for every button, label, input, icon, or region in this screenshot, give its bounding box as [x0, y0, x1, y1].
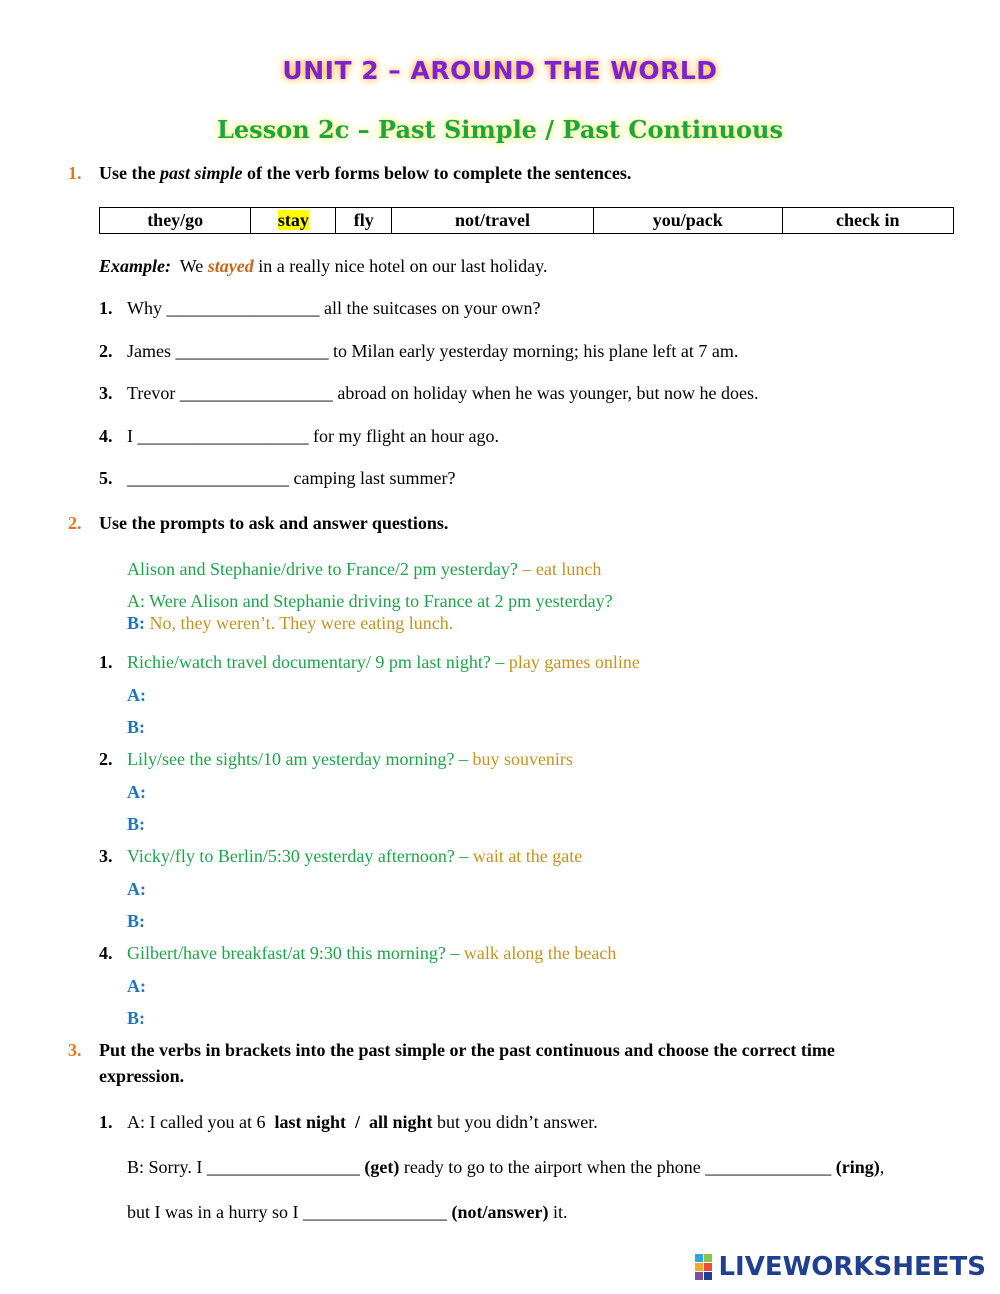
answer-b-label[interactable]: B: [127, 1008, 145, 1028]
verb-table [99, 207, 954, 234]
section3-instruction-line1: Put the verbs in brackets into the past simple or the past continuous and choose the correct time [99, 1040, 835, 1060]
fill-sentence[interactable]: Why _________________ all the suitcases on your own? [127, 298, 541, 318]
list-item: 2. [99, 749, 113, 769]
section2-number: 2. [68, 513, 82, 533]
prompt: Lily/see the sights/10 am yesterday morning? – buy souvenirs [127, 749, 573, 769]
section3-number: 3. [68, 1040, 82, 1060]
section3-instruction-line2: expression. [99, 1066, 185, 1086]
list-item: 2. [99, 341, 113, 361]
time-option-last-night[interactable]: last night [274, 1112, 346, 1132]
liveworksheets-logo: LIVEWORKSHEETS [695, 1252, 986, 1282]
verb-cell: they/go [100, 208, 251, 234]
fill-sentence[interactable]: __________________ camping last summer? [127, 468, 456, 488]
dialogue-b-line2[interactable]: but I was in a hurry so I ________________ (not/answer) it. [127, 1202, 568, 1222]
section1-number: 1. [68, 163, 82, 183]
answer-a-label[interactable]: A: [127, 879, 146, 899]
list-item: 5. [99, 468, 113, 488]
prompt: Gilbert/have breakfast/at 9:30 this morning? – walk along the beach [127, 943, 617, 963]
list-item: 1. [99, 1112, 113, 1132]
dialogue-b-line1[interactable]: B: Sorry. I _________________ (get) ready to go to the airport when the phone ______________ (ring), [127, 1157, 885, 1177]
section2-example-b: B: No, they weren’t. They were eating lunch. [127, 613, 454, 633]
verb-cell: you/pack [593, 208, 782, 234]
lesson-subtitle: Lesson 2c – Past Simple / Past Continuous [217, 115, 783, 144]
section2-example-prompt: Alison and Stephanie/drive to France/2 pm yesterday? – eat lunch [127, 559, 602, 579]
time-option-all-night[interactable]: all night [369, 1112, 433, 1132]
prompt: Richie/watch travel documentary/ 9 pm last night? – play games online [127, 652, 640, 672]
section2-example-a: A: Were Alison and Stephanie driving to France at 2 pm yesterday? [127, 591, 613, 611]
dialogue-a: A: I called you at 6 last night / all night but you didn’t answer. [127, 1112, 598, 1132]
answer-b-label[interactable]: B: [127, 911, 145, 931]
prompt: Vicky/fly to Berlin/5:30 yesterday afternoon? – wait at the gate [127, 846, 583, 866]
section1-example: Example: We stayed in a really nice hotel on our last holiday. [99, 256, 548, 276]
logo-mark-icon [695, 1254, 712, 1280]
answer-b-label[interactable]: B: [127, 717, 145, 737]
verb-cell: fly [336, 208, 392, 234]
answer-b-label[interactable]: B: [127, 814, 145, 834]
fill-sentence[interactable]: Trevor _________________ abroad on holiday when he was younger, but now he does. [127, 383, 759, 403]
fill-sentence[interactable]: I ___________________ for my flight an hour ago. [127, 426, 499, 446]
page-title: UNIT 2 – AROUND THE WORLD [282, 56, 718, 85]
answer-a-label[interactable]: A: [127, 976, 146, 996]
answer-a-label[interactable]: A: [127, 685, 146, 705]
list-item: 3. [99, 383, 113, 403]
list-item: 4. [99, 426, 113, 446]
answer-a-label[interactable]: A: [127, 782, 146, 802]
list-item: 3. [99, 846, 113, 866]
list-item: 4. [99, 943, 113, 963]
verb-cell: check in [782, 208, 953, 234]
verb-cell: not/travel [392, 208, 594, 234]
fill-sentence[interactable]: James _________________ to Milan early yesterday morning; his plane left at 7 am. [127, 341, 739, 361]
list-item: 1. [99, 298, 113, 318]
list-item: 1. [99, 652, 113, 672]
verb-cell: stay [251, 208, 336, 234]
section2-instruction: Use the prompts to ask and answer questions. [99, 513, 449, 533]
section1-instruction: Use the past simple of the verb forms below to complete the sentences. [99, 163, 632, 183]
